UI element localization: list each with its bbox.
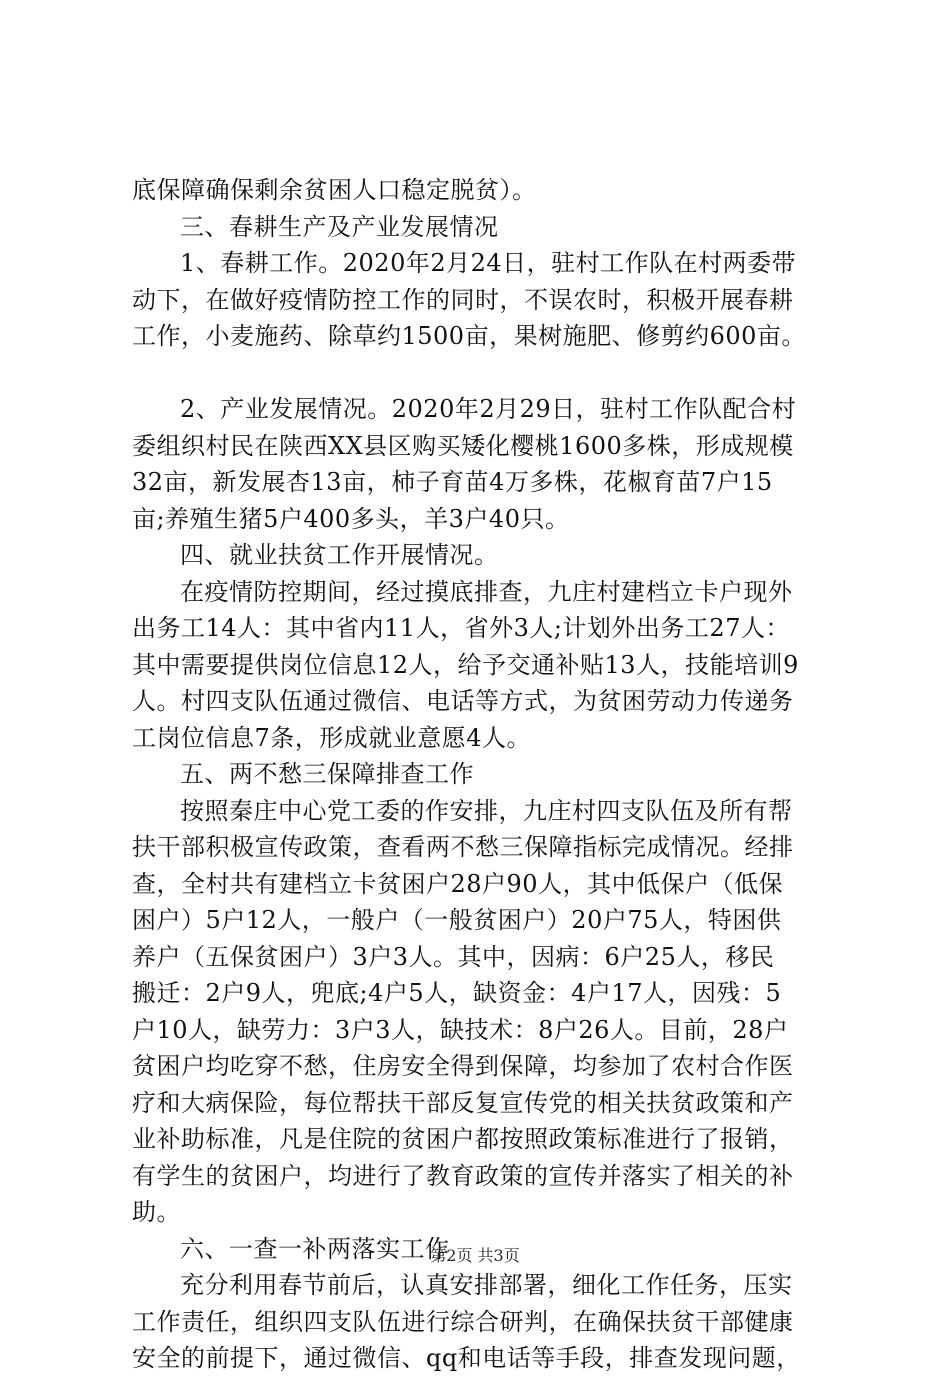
text-line: 底保障确保剩余贫困人口稳定脱贫）。	[132, 176, 537, 204]
text-line: 按照秦庄中心党工委的作安排，九庄村四支队伍及所有帮	[180, 796, 793, 825]
text-line: 委组织村民在陕西XX县区购买矮化樱桃1600多株，形成规模	[132, 431, 794, 460]
text-line: 疗和大病保险，每位帮扶干部反复宣传党的相关扶贫政策和产	[132, 1088, 794, 1117]
text-line: 工岗位信息7条，形成就业意愿4人。	[132, 723, 532, 752]
text-line: 人。村四支队伍通过微信、电话等方式，为贫困劳动力传递务	[132, 687, 794, 715]
text-line: 业补助标准，凡是住院的贫困户都按照政策标准进行了报销，	[132, 1125, 794, 1153]
text-line: 亩;养殖生猪5户400多头，羊3户40只。	[132, 504, 570, 533]
text-line: 养户（五保贫困户）3户3人。其中，因病：6户25人，移民	[132, 942, 775, 971]
section-heading-5: 五、两不愁三保障排查工作	[180, 760, 474, 788]
text-line: 贫困户均吃穿不愁，住房安全得到保障，均参加了农村合作医	[132, 1052, 794, 1080]
section-heading-3: 三、春耕生产及产业发展情况	[180, 212, 499, 241]
text-line: 工作责任，组织四支队伍进行综合研判，在确保扶贫干部健康	[132, 1307, 794, 1336]
text-line: 扶干部积极宣传政策，查看两不愁三保障指标完成情况。经排	[132, 833, 794, 861]
text-line: 查，全村共有建档立卡贫困户28户90人，其中低保户（低保	[132, 869, 784, 898]
text-line: 动下，在做好疫情防控工作的同时，不误农时，积极开展春耕	[132, 285, 794, 314]
paragraph-gap	[132, 355, 832, 392]
text-line: 户10人，缺劳力：3户3人，缺技术：8户26人。目前，28户	[132, 1015, 789, 1044]
text-line: 助。	[132, 1198, 181, 1226]
text-line: 充分利用春节前后，认真安排部署，细化工作任务，压实	[180, 1271, 793, 1299]
text-line: 32亩，新发展杏13亩，柿子育苗4万多株，花椒育苗7户15	[132, 468, 773, 496]
text-line: 困户）5户12人，一般户（一般贫困户）20户75人，特困供	[132, 906, 782, 934]
page-number-footer: 第2页 共3页	[430, 1246, 520, 1265]
text-line: 工作，小麦施药、除草约1500亩，果树施肥、修剪约600亩。	[132, 322, 806, 350]
text-line: 其中需要提供岗位信息12人，给予交通补贴13人，技能培训9	[132, 650, 799, 679]
text-line: 2、产业发展情况。2020年2月29日，驻村工作队配合村	[180, 395, 797, 423]
text-line: 出务工14人：其中省内11人，省外3人;计划外出务工27人：	[132, 614, 790, 642]
section-heading-6: 六、一查一补两落实工作	[180, 1234, 450, 1263]
section-heading-4: 四、就业扶贫工作开展情况。	[180, 541, 499, 569]
text-line: 安全的前提下，通过微信、qq和电话等手段，排查发现问题，	[132, 1344, 801, 1372]
document-body	[132, 172, 832, 1377]
text-line: 有学生的贫困户，均进行了教育政策的宣传并落实了相关的补	[132, 1161, 794, 1190]
text-line: 在疫情防控期间，经过摸底排查，九庄村建档立卡户现外	[180, 577, 793, 606]
text-line: 1、春耕工作。2020年2月24日，驻村工作队在村两委带	[180, 249, 797, 277]
text-line: 搬迁：2户9人，兜底;4户5人，缺资金：4户17人，因残：5	[132, 979, 782, 1007]
